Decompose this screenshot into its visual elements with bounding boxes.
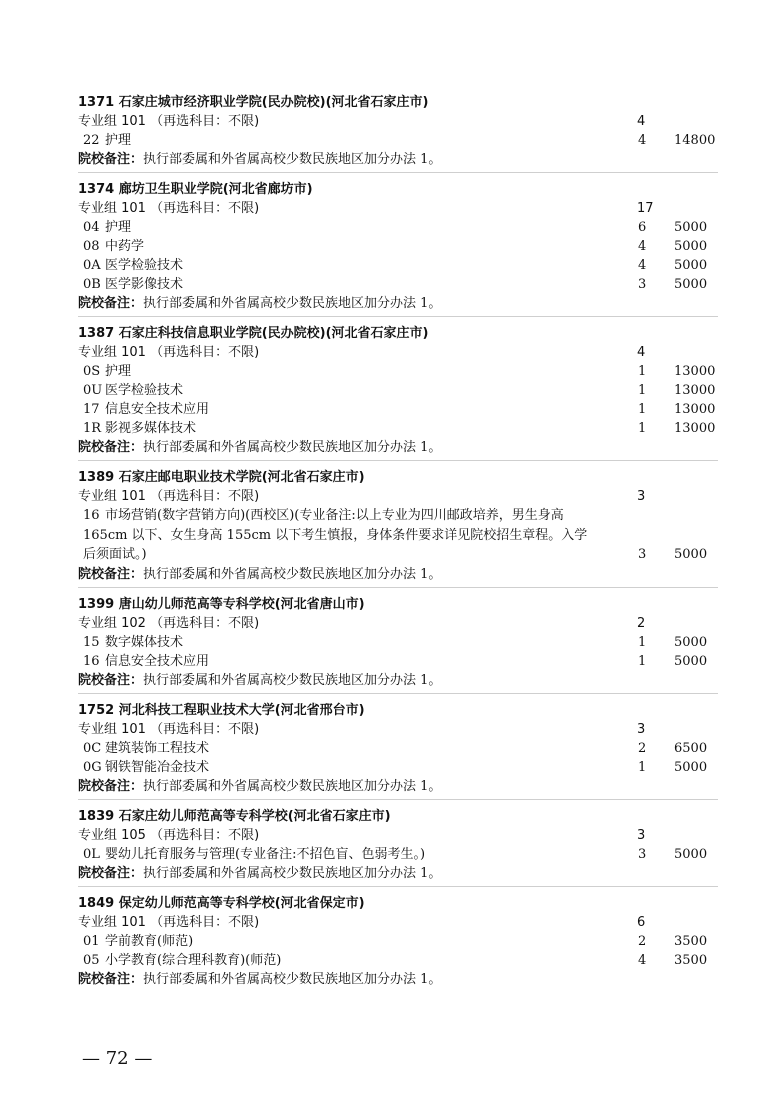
major-fee: 5000 — [674, 220, 708, 235]
note-text: 执行部委属和外省属高校少数民族地区加分办法 1。 — [143, 440, 442, 455]
group-count: 3 — [637, 721, 646, 737]
major-row — [78, 419, 718, 438]
major-fee: 3500 — [674, 952, 708, 968]
major-fee: 13000 — [674, 421, 716, 436]
major-name: 信息安全技术应用 — [105, 653, 210, 669]
major-fee: 13000 — [674, 364, 716, 379]
school-title: 1371 石家庄城市经济职业学院(民办院校)(河北省石家庄市) — [78, 95, 429, 110]
group-count: 2 — [637, 615, 646, 631]
note-label: 院校备注： — [78, 152, 144, 167]
major-count: 4 — [638, 952, 647, 968]
major-row — [78, 400, 718, 419]
note-text: 执行部委属和外省属高校少数民族地区加分办法 1。 — [143, 971, 442, 987]
major-row — [78, 218, 718, 237]
major-row — [78, 237, 718, 256]
school-block — [78, 693, 718, 796]
major-fee: 5000 — [674, 634, 708, 650]
group-count: 17 — [637, 201, 654, 216]
major-row — [78, 633, 718, 652]
major-count: 3 — [638, 846, 647, 862]
group-label: 专业组 102 （再选科目：不限) — [78, 615, 260, 631]
group-header — [78, 913, 718, 932]
major-code: 1R — [83, 421, 102, 436]
major-name: 钢铁智能冶金技术 — [105, 759, 210, 775]
major-count: 1 — [638, 402, 647, 417]
note-text: 执行部委属和外省属高校少数民族地区加分办法 1。 — [143, 865, 442, 881]
major-row — [78, 652, 718, 671]
major-name: 数字媒体技术 — [105, 634, 184, 650]
school-title: 1839 石家庄幼儿师范高等专科学校(河北省石家庄市) — [78, 808, 391, 824]
major-name: 信息安全技术应用 — [105, 402, 210, 417]
major-count: 3 — [638, 277, 647, 292]
major-code: 0B — [83, 277, 101, 292]
major-code: 0G — [83, 759, 102, 775]
major-row — [78, 758, 718, 777]
note-text: 执行部委属和外省属高校少数民族地区加分办法 1。 — [143, 778, 442, 794]
school-block — [78, 316, 718, 457]
school-block — [78, 587, 718, 690]
group-label: 专业组 101 （再选科目：不限) — [78, 345, 260, 360]
major-code: 15 — [83, 634, 100, 650]
major-fee: 5000 — [674, 258, 708, 273]
major-name: 护理 — [105, 133, 132, 148]
school-note — [78, 438, 718, 457]
major-code: 0L — [83, 846, 100, 862]
note-text: 执行部委属和外省属高校少数民族地区加分办法 1。 — [143, 566, 442, 582]
major-fee: 6500 — [674, 740, 708, 756]
document-body — [78, 88, 718, 989]
major-name: 中药学 — [105, 239, 145, 254]
major-row — [78, 506, 718, 565]
major-count: 1 — [638, 634, 647, 650]
major-row — [78, 131, 718, 150]
major-name: 学前教育(师范) — [105, 933, 194, 949]
school-block — [78, 88, 718, 169]
group-header — [78, 614, 718, 633]
major-count: 4 — [638, 239, 647, 254]
group-header — [78, 826, 718, 845]
group-header — [78, 487, 718, 506]
note-label: 院校备注： — [78, 566, 144, 582]
major-code: 16 — [83, 653, 100, 669]
group-label: 专业组 101 （再选科目：不限) — [78, 489, 260, 504]
school-note — [78, 777, 718, 796]
major-count: 1 — [638, 364, 647, 379]
group-count: 6 — [637, 914, 646, 930]
major-name: 医学检验技术 — [105, 383, 184, 398]
major-code: 0C — [83, 740, 102, 756]
school-note — [78, 565, 718, 584]
major-name: 医学影像技术 — [105, 277, 184, 292]
major-count: 4 — [638, 133, 647, 148]
major-count: 1 — [638, 653, 647, 669]
major-code: 0U — [83, 383, 103, 398]
major-fee: 5000 — [674, 547, 708, 562]
school-title: 1387 石家庄科技信息职业学院(民办院校)(河北省石家庄市) — [78, 326, 429, 341]
major-count: 2 — [638, 933, 647, 949]
major-code: 22 — [83, 133, 100, 148]
note-label: 院校备注： — [78, 971, 144, 987]
major-name: 护理 — [105, 364, 132, 379]
major-code: 05 — [83, 952, 100, 968]
major-fee: 5000 — [674, 277, 708, 292]
major-fee: 13000 — [674, 383, 716, 398]
major-fee: 14800 — [674, 133, 716, 148]
major-name: 小学教育(综合理科教育)(师范) — [105, 952, 282, 968]
major-count: 2 — [638, 740, 647, 756]
major-row — [78, 951, 718, 970]
major-row — [78, 362, 718, 381]
major-code: 04 — [83, 220, 100, 235]
major-name: 婴幼儿托育服务与管理(专业备注:不招色盲、色弱考生。) — [105, 846, 426, 862]
group-count: 3 — [637, 827, 646, 843]
major-row — [78, 275, 718, 294]
major-count: 6 — [638, 220, 647, 235]
major-fee: 5000 — [674, 239, 708, 254]
group-count: 4 — [637, 345, 646, 360]
major-fee: 13000 — [674, 402, 716, 417]
school-note — [78, 970, 718, 989]
group-header — [78, 199, 718, 218]
major-fee: 3500 — [674, 933, 708, 949]
group-label: 专业组 101 （再选科目：不限) — [78, 914, 260, 930]
school-title: 1849 保定幼儿师范高等专科学校(河北省保定市) — [78, 895, 365, 911]
school-title: 1374 廊坊卫生职业学院(河北省廊坊市) — [78, 182, 313, 197]
note-text: 执行部委属和外省属高校少数民族地区加分办法 1。 — [143, 672, 442, 688]
major-code: 08 — [83, 239, 100, 254]
major-count: 1 — [638, 383, 647, 398]
major-code: 17 — [83, 402, 100, 417]
school-block — [78, 460, 718, 584]
major-code: 0A — [83, 258, 101, 273]
major-count: 3 — [638, 547, 647, 562]
note-label: 院校备注： — [78, 778, 144, 794]
school-block — [78, 886, 718, 989]
group-label: 专业组 101 （再选科目：不限) — [78, 721, 260, 737]
major-row — [78, 932, 718, 951]
school-note — [78, 150, 718, 169]
note-label: 院校备注： — [78, 865, 144, 881]
major-code: 16 — [83, 508, 100, 523]
note-label: 院校备注： — [78, 440, 144, 455]
group-header — [78, 343, 718, 362]
major-name: 医学检验技术 — [105, 258, 184, 273]
group-header — [78, 112, 718, 131]
major-count: 1 — [638, 759, 647, 775]
group-header — [78, 720, 718, 739]
group-count: 4 — [637, 114, 646, 129]
page-number: — 72 — — [82, 1048, 153, 1069]
group-label: 专业组 105 （再选科目：不限) — [78, 827, 260, 843]
major-fee: 5000 — [674, 759, 708, 775]
school-title: 1399 唐山幼儿师范高等专科学校(河北省唐山市) — [78, 596, 365, 612]
major-name: 影视多媒体技术 — [105, 421, 197, 436]
major-name: 护理 — [105, 220, 132, 235]
school-block — [78, 172, 718, 313]
major-code: 01 — [83, 933, 100, 949]
note-text: 执行部委属和外省属高校少数民族地区加分办法 1。 — [143, 296, 442, 311]
school-block — [78, 799, 718, 883]
group-label: 专业组 101 （再选科目：不限) — [78, 114, 260, 129]
major-row — [78, 381, 718, 400]
major-text — [83, 506, 593, 565]
school-title: 1389 石家庄邮电职业技术学院(河北省石家庄市) — [78, 470, 365, 485]
major-fee: 5000 — [674, 653, 708, 669]
major-name: 建筑装饰工程技术 — [105, 740, 210, 756]
group-count: 3 — [637, 489, 646, 504]
note-text: 执行部委属和外省属高校少数民族地区加分办法 1。 — [143, 152, 442, 167]
major-name: 市场营销(数字营销方向)(西校区)(专业备注:以上专业为四川邮政培养，男生身高 165cm 以下、女生身高 155cm 以下考生慎报，身体条件要求详见院校招生章程。入学后须面试。) — [83, 508, 588, 562]
major-code: 0S — [83, 364, 101, 379]
major-fee: 5000 — [674, 846, 708, 862]
major-count: 4 — [638, 258, 647, 273]
note-label: 院校备注： — [78, 296, 144, 311]
major-row — [78, 256, 718, 275]
school-note — [78, 294, 718, 313]
school-note — [78, 671, 718, 690]
major-row — [78, 739, 718, 758]
note-label: 院校备注： — [78, 672, 144, 688]
school-title: 1752 河北科技工程职业技术大学(河北省邢台市) — [78, 702, 365, 718]
major-count: 1 — [638, 421, 647, 436]
group-label: 专业组 101 （再选科目：不限) — [78, 201, 260, 216]
school-note — [78, 864, 718, 883]
major-row — [78, 845, 718, 864]
